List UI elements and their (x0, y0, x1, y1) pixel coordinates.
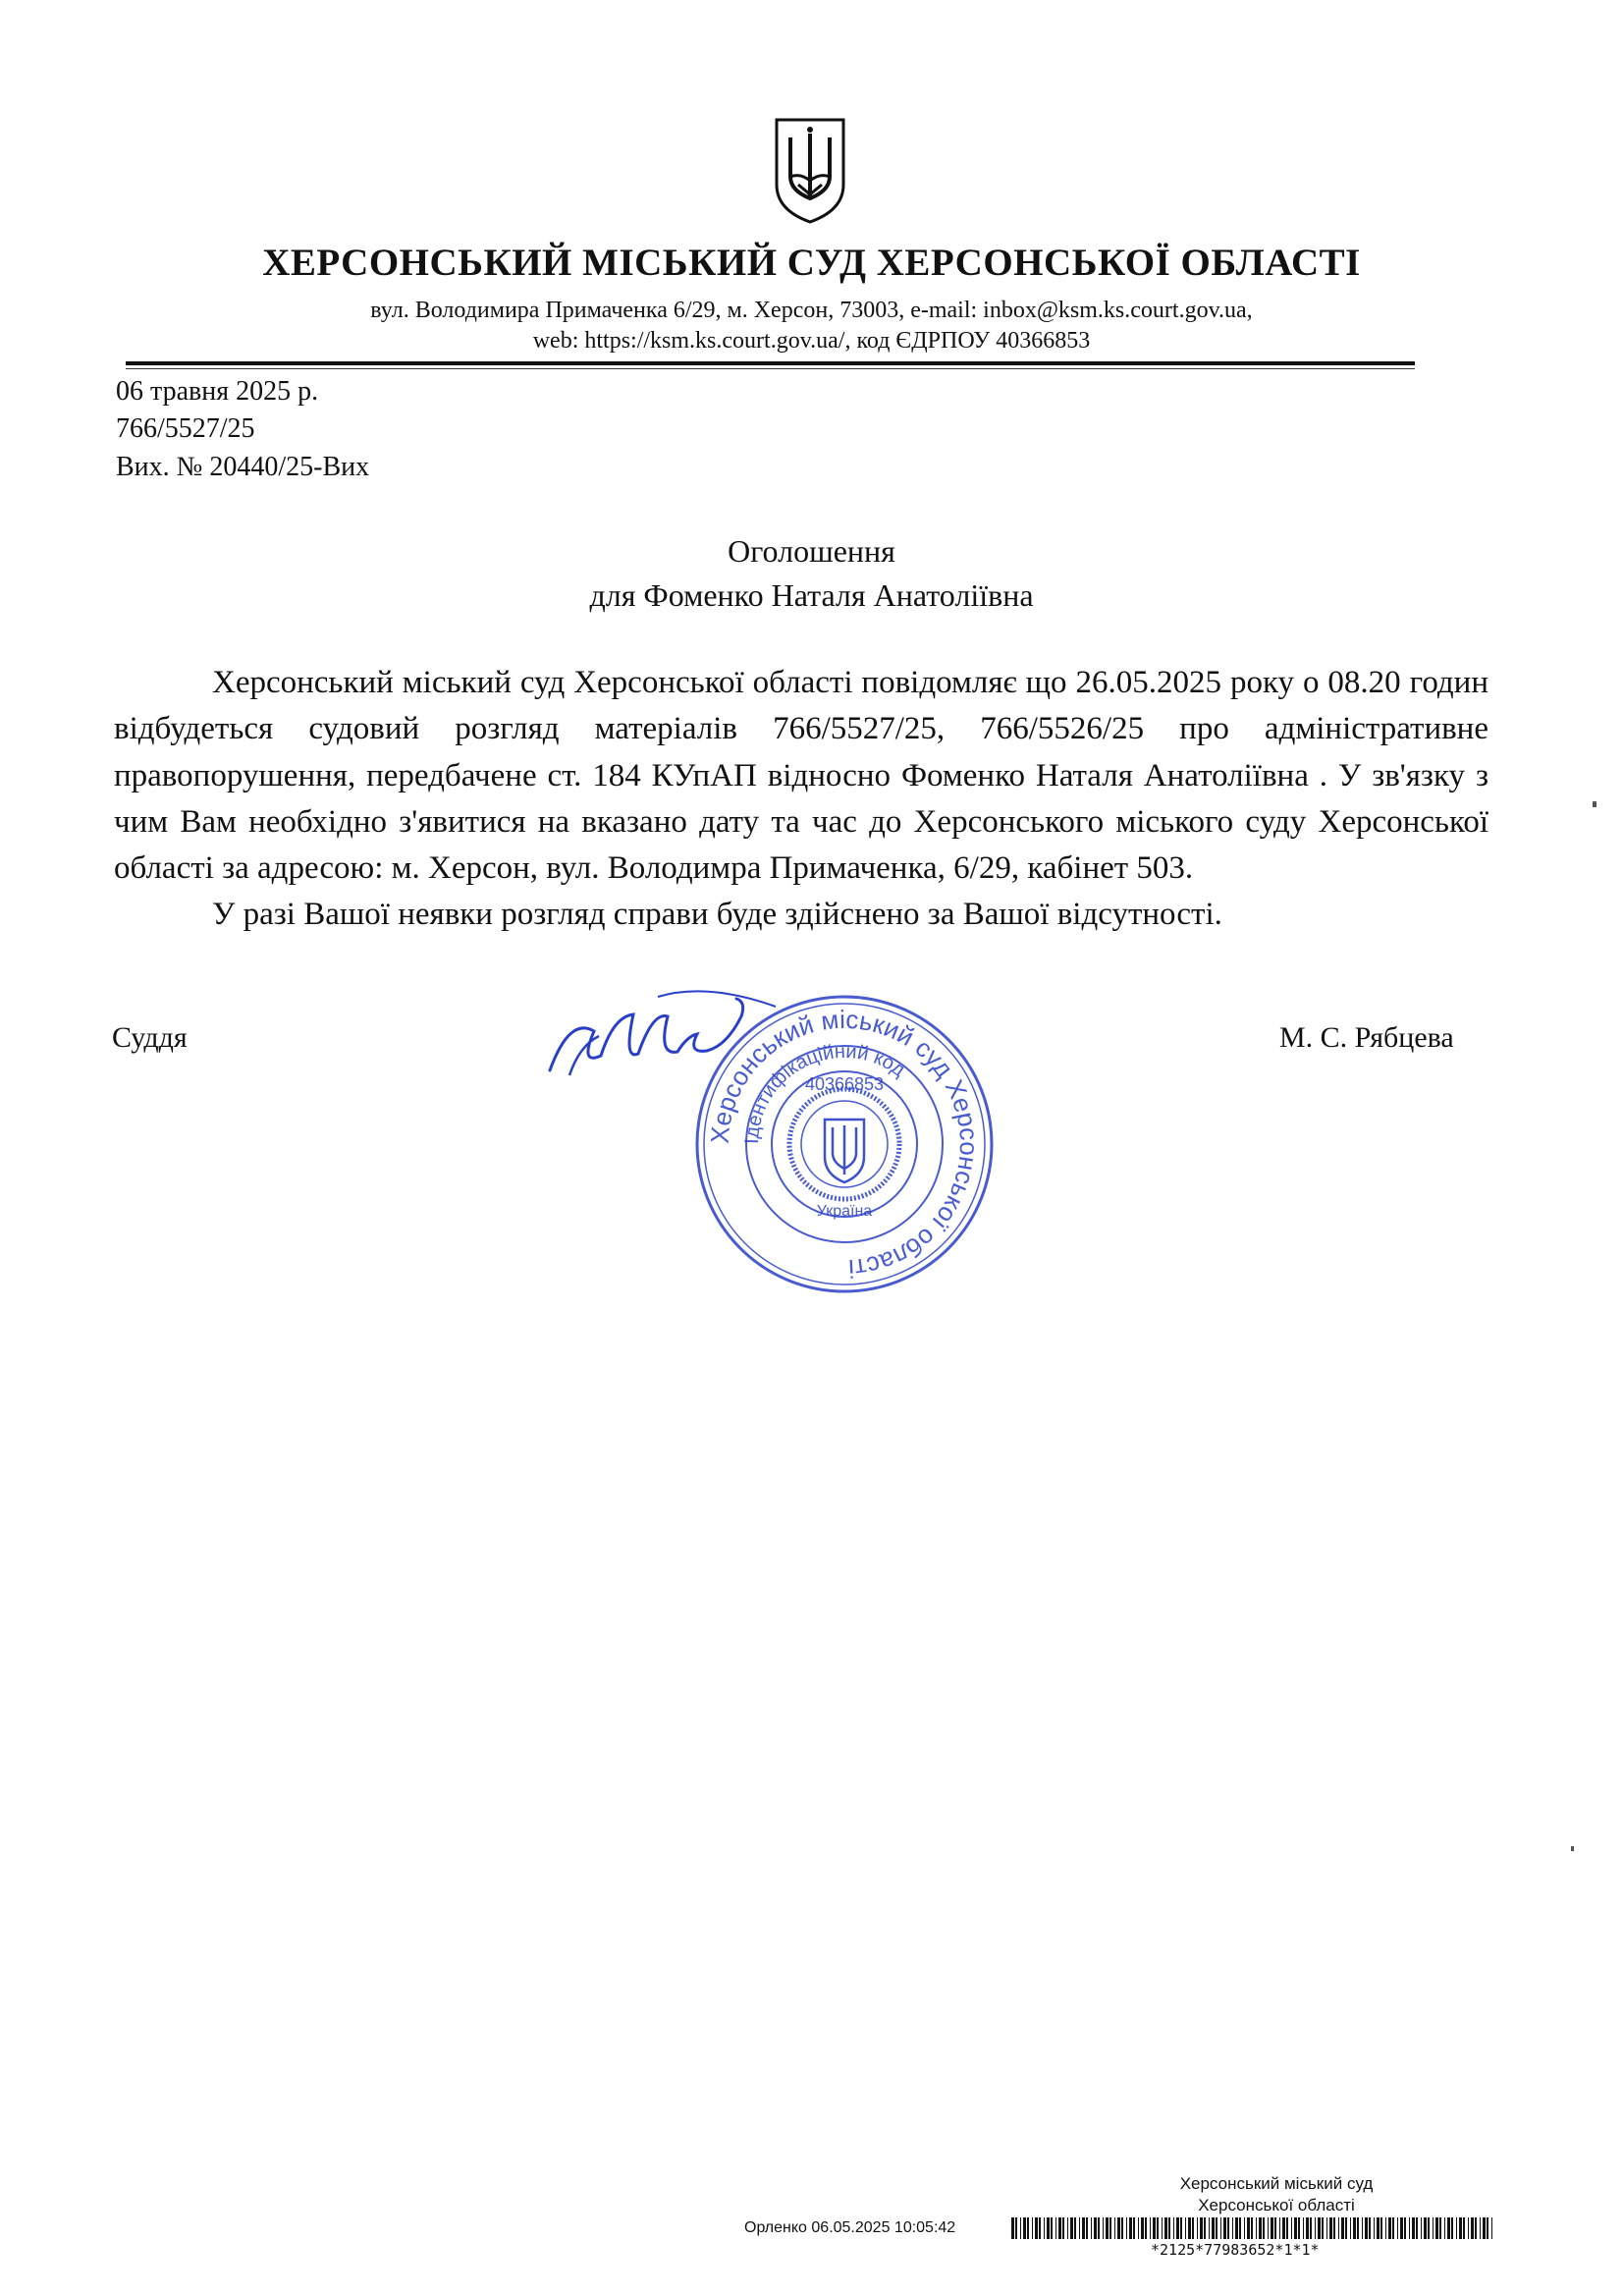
barcode-bar (1044, 2217, 1045, 2239)
barcode-bar (1055, 2217, 1056, 2239)
barcode-bar (1451, 2217, 1453, 2239)
seal-trident-icon (825, 1120, 864, 1182)
barcode-bar (1212, 2217, 1215, 2239)
barcode-bar (1256, 2217, 1257, 2239)
footer-court-region: Херсонської області (1198, 2196, 1355, 2214)
barcode-bar (1421, 2217, 1422, 2239)
barcode-bar (1412, 2217, 1415, 2239)
barcode-bar (1035, 2217, 1038, 2239)
barcode-number: *2125*77983652*1*1* (1151, 2241, 1320, 2259)
header-divider (126, 361, 1415, 365)
barcode-bar (1362, 2217, 1363, 2239)
barcode-bar (1047, 2217, 1050, 2239)
barcode-bar (1247, 2217, 1250, 2239)
barcode-bar (1027, 2217, 1029, 2239)
barcode-bar (1483, 2217, 1486, 2239)
barcode-bar (1326, 2217, 1327, 2239)
barcode-bar (1306, 2217, 1309, 2239)
barcode-bar (1439, 2217, 1441, 2239)
barcode-bar (1082, 2217, 1085, 2239)
barcode-bar (1023, 2217, 1026, 2239)
barcode-bar (1400, 2217, 1403, 2239)
barcode-bar (1117, 2217, 1120, 2239)
document-date: 06 травня 2025 р. (116, 376, 319, 407)
notice-body (114, 660, 1488, 939)
barcode-bar (1185, 2217, 1186, 2239)
barcode-bar (1070, 2217, 1073, 2239)
barcode-bar (1428, 2217, 1430, 2239)
barcode-bar (1204, 2217, 1206, 2239)
seal-country: Україна (816, 1203, 873, 1220)
barcode-bar (1259, 2217, 1262, 2239)
barcode-bar (1286, 2217, 1288, 2239)
barcode-bar (1015, 2217, 1017, 2239)
court-contact-address: вул. Володимира Примаченка 6/29, м. Херсон, 73003, e-mail: inbox@ksm.ks.court.gov.ua, (370, 298, 1253, 323)
barcode-bar (1114, 2217, 1115, 2239)
barcode-bar (1173, 2217, 1174, 2239)
barcode-bar (1374, 2217, 1375, 2239)
barcode-bar (1164, 2217, 1167, 2239)
barcode-bar (1223, 2217, 1226, 2239)
barcode-bar (1138, 2217, 1139, 2239)
barcode-bar (1298, 2217, 1300, 2239)
barcode-bar (1145, 2217, 1147, 2239)
barcode-bar (1188, 2217, 1191, 2239)
barcode-bar (1345, 2217, 1347, 2239)
notice-paragraph-1: Херсонський міський суд Херсонської області повідомляє що 26.05.2025 року о 08.20 годин відбудеться судовий розгляд матеріалів 766/5527/25, 766/5526/25 про адміністративне правопорушення, передбачене ст. 184 КУпАП відносно Фоменко Наталя Анатоліївна . У зв'язку з чим Вам необхідно з'явитися на вказано дату та час до Херсонського міського суду Херсонської області за адресою: м. Херсон, вул. Володимра Примаченка, 6/29, кабінет 503. (114, 665, 1488, 887)
barcode-bar (1153, 2217, 1156, 2239)
barcode-bar (1197, 2217, 1198, 2239)
barcode-bar (1322, 2217, 1324, 2239)
barcode-bar (1098, 2217, 1100, 2239)
barcode-bar (1227, 2217, 1229, 2239)
barcode-bar (1180, 2217, 1182, 2239)
notice-paragraph-2: У разі Вашої неявки розгляд справи буде здійснено за Вашої відсутності. (212, 897, 1222, 933)
barcode-bar (1424, 2217, 1427, 2239)
document-title: Оголошення (728, 533, 895, 569)
barcode-bar (1051, 2217, 1053, 2239)
court-name: ХЕРСОНСЬКИЙ МІСЬКИЙ СУД ХЕРСОНСЬКОЇ ОБЛАСТІ (262, 242, 1361, 284)
barcode-bar (1471, 2217, 1474, 2239)
barcode-bar (1380, 2217, 1382, 2239)
barcode-bar (1468, 2217, 1469, 2239)
barcode-bar (1239, 2217, 1241, 2239)
barcode-bar (1067, 2217, 1068, 2239)
barcode-bar (1459, 2217, 1462, 2239)
barcode-bar (1209, 2217, 1210, 2239)
barcode-bar (1162, 2217, 1163, 2239)
barcode-bar (1282, 2217, 1285, 2239)
barcode-bar (1086, 2217, 1088, 2239)
barcode-bar (1350, 2217, 1351, 2239)
barcode-bar (1157, 2217, 1159, 2239)
barcode-bar (1079, 2217, 1080, 2239)
barcode-bar (1058, 2217, 1061, 2239)
barcode-bar (1463, 2217, 1465, 2239)
seal-code: 40366853 (804, 1074, 885, 1094)
barcode-bar (1294, 2217, 1297, 2239)
barcode-bar (1333, 2217, 1335, 2239)
barcode-bar (1388, 2217, 1391, 2239)
barcode-bar (1475, 2217, 1477, 2239)
footer-court-name: Херсонський міський суд (1179, 2174, 1374, 2193)
court-contact-web: web: https://ksm.ks.court.gov.ua/, код ЄДРПОУ 40366853 (532, 328, 1091, 354)
seal-outer-text: Херсонський міський суд Херсонської області (704, 1004, 985, 1284)
barcode-bar (1244, 2217, 1245, 2239)
barcode-bar (1126, 2217, 1127, 2239)
barcode-bar (1168, 2217, 1170, 2239)
barcode-bar (1487, 2217, 1488, 2239)
barcode-bar (1011, 2217, 1014, 2239)
barcode-bar (1039, 2217, 1041, 2239)
barcode-bar (1232, 2217, 1233, 2239)
document-addressee: для Фоменко Наталя Анатоліївна (589, 577, 1034, 613)
barcode-bar (1121, 2217, 1123, 2239)
barcode-bar (1385, 2217, 1386, 2239)
barcode-bar (1106, 2217, 1109, 2239)
barcode-bar (1409, 2217, 1410, 2239)
barcode-bar (1094, 2217, 1097, 2239)
barcode-bar (1456, 2217, 1457, 2239)
document-barcode (1011, 2217, 1497, 2239)
barcode-bar (1192, 2217, 1194, 2239)
barcode-bar (1150, 2217, 1151, 2239)
scan-speck (1593, 801, 1596, 807)
barcode-bar (1369, 2217, 1371, 2239)
barcode-bar (1020, 2217, 1021, 2239)
barcode-bar (1353, 2217, 1356, 2239)
barcode-bar (1447, 2217, 1450, 2239)
barcode-bar (1303, 2217, 1304, 2239)
barcode-bar (1279, 2217, 1280, 2239)
barcode-bar (1091, 2217, 1092, 2239)
seal-inner-text: Ідентифікаційний код (740, 1040, 909, 1145)
barcode-bar (1318, 2217, 1321, 2239)
barcode-bar (1129, 2217, 1132, 2239)
barcode-bar (1329, 2217, 1332, 2239)
barcode-bar (1404, 2217, 1406, 2239)
barcode-bar (1377, 2217, 1380, 2239)
barcode-bar (1444, 2217, 1445, 2239)
registration-stamp: Орленко 06.05.2025 10:05:42 (744, 2219, 956, 2236)
barcode-bar (1133, 2217, 1135, 2239)
barcode-bar (1416, 2217, 1418, 2239)
judge-handwritten-signature (540, 977, 795, 1105)
barcode-bar (1365, 2217, 1368, 2239)
barcode-bar (1220, 2217, 1221, 2239)
barcode-bar (1268, 2217, 1269, 2239)
barcode-bar (1141, 2217, 1144, 2239)
barcode-bar (1235, 2217, 1238, 2239)
outgoing-number: Вих. № 20440/25-Вих (116, 452, 370, 482)
barcode-bar (1341, 2217, 1344, 2239)
barcode-bar (1291, 2217, 1292, 2239)
barcode-bar (1435, 2217, 1438, 2239)
barcode-bar (1274, 2217, 1276, 2239)
case-number: 766/5527/25 (116, 413, 255, 444)
barcode-bar (1251, 2217, 1253, 2239)
barcode-bar (1310, 2217, 1312, 2239)
barcode-bar (1103, 2217, 1104, 2239)
barcode-bar (1271, 2217, 1273, 2239)
barcode-bar (1074, 2217, 1076, 2239)
barcode-bar (1032, 2217, 1033, 2239)
barcode-bar (1062, 2217, 1064, 2239)
barcode-bar (1433, 2217, 1434, 2239)
header-divider-thin (126, 368, 1415, 369)
trident-coat-of-arms-icon (771, 116, 849, 226)
barcode-bar (1109, 2217, 1111, 2239)
barcode-bar (1392, 2217, 1394, 2239)
barcode-bar (1491, 2217, 1492, 2239)
barcode-bar (1480, 2217, 1481, 2239)
judge-name: М. С. Рябцева (1279, 1021, 1454, 1054)
judge-role: Суддя (112, 1021, 188, 1054)
barcode-bar (1315, 2217, 1316, 2239)
barcode-bar (1200, 2217, 1203, 2239)
scan-speck (1571, 1846, 1574, 1851)
barcode-bar (1397, 2217, 1398, 2239)
barcode-bar (1263, 2217, 1265, 2239)
barcode-bar (1338, 2217, 1339, 2239)
barcode-bar (1357, 2217, 1359, 2239)
barcode-bar (1216, 2217, 1217, 2239)
barcode-bar (1176, 2217, 1179, 2239)
